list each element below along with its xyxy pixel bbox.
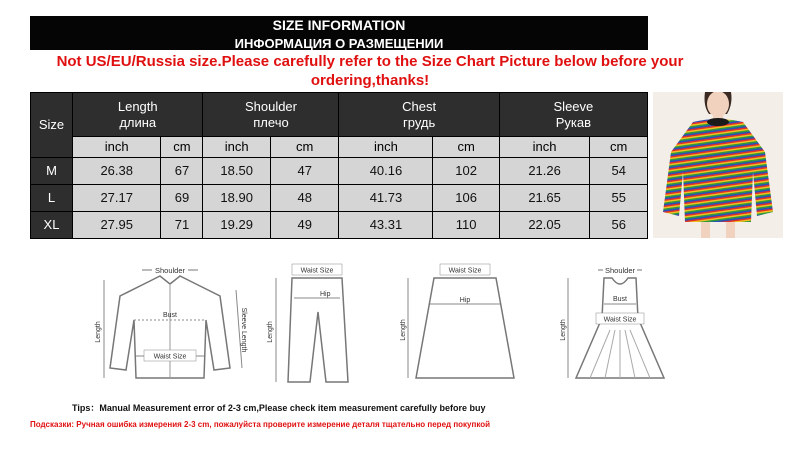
size-table <box>30 92 648 239</box>
table-cell: 22.05 <box>499 212 590 239</box>
table-cell: 21.26 <box>499 158 590 185</box>
sleeve-header <box>499 93 647 137</box>
tips-label: Tips： <box>72 403 100 413</box>
table-row-m <box>31 158 648 185</box>
shirt-sleeve-label: Sleeve Length <box>240 307 247 353</box>
unit-inch: inch <box>73 137 161 158</box>
table-cell: 102 <box>433 158 499 185</box>
skirt-diagram <box>400 260 530 392</box>
sleeve-header-ru: Рукав <box>555 114 592 130</box>
row-size-label: XL <box>31 212 73 239</box>
unit-cm: cm <box>590 137 648 158</box>
length-header-en: Length <box>117 98 158 114</box>
shirt-length-label: Length <box>95 321 102 343</box>
dress-bust-label: Bust <box>612 296 628 303</box>
shoulder-header <box>203 93 339 137</box>
pants-hip-label: Hip <box>320 291 331 298</box>
table-cell: 27.95 <box>73 212 161 239</box>
table-cell: 21.65 <box>499 185 590 212</box>
pants-length-label: Length <box>267 321 274 343</box>
skirt-waist-label: Waist Size <box>448 267 482 275</box>
banner-title-en: SIZE INFORMATION <box>272 17 406 33</box>
striped-sweater-illustration <box>653 92 783 238</box>
size-header: Size <box>31 93 73 158</box>
table-cell: 40.16 <box>339 158 433 185</box>
tips-text <box>72 401 486 414</box>
sleeve-header-en: Sleeve <box>553 98 594 114</box>
table-cell: 69 <box>161 185 203 212</box>
shirt-bust-label: Bust <box>162 312 178 319</box>
table-cell: 27.17 <box>73 185 161 212</box>
shoulder-header-ru: плечо <box>253 114 289 130</box>
table-cell: 110 <box>433 212 499 239</box>
table-cell: 54 <box>590 158 648 185</box>
skirt-hip-label: Hip <box>459 297 471 304</box>
table-cell: 71 <box>161 212 203 239</box>
skirt-length-label: Length <box>400 319 407 341</box>
pants-diagram <box>262 260 372 392</box>
table-cell: 47 <box>270 158 339 185</box>
tips-text-ru: Подсказки: Ручная ошибка измерения 2-3 cm, пожалуйста проверите измерение деталя тщательно перед покупкой <box>30 420 491 429</box>
unit-inch: inch <box>499 137 590 158</box>
table-cell: 56 <box>590 212 648 239</box>
table-row-l <box>31 185 648 212</box>
dress-diagram <box>560 260 680 392</box>
chest-header <box>339 93 499 137</box>
table-row-xl <box>31 212 648 239</box>
row-size-label: M <box>31 158 73 185</box>
table-cell: 41.73 <box>339 185 433 212</box>
table-cell: 49 <box>270 212 339 239</box>
row-size-label: L <box>31 185 73 212</box>
size-notice: Not US/EU/Russia size.Please carefully refer to the Size Chart Picture below before your ordering,thanks! <box>56 53 684 89</box>
dress-length-label: Length <box>560 319 567 341</box>
tips-body: Manual Measurement error of 2-3 cm,Please check item measurement carefully before buy <box>99 403 486 413</box>
table-cell: 55 <box>590 185 648 212</box>
table-cell: 43.31 <box>339 212 433 239</box>
dress-waist-label: Waist Size <box>603 316 637 324</box>
pants-waist-label: Waist Size <box>300 267 334 275</box>
chest-header-ru: грудь <box>403 114 436 130</box>
table-cell: 19.29 <box>203 212 270 239</box>
size-information-banner <box>30 16 648 50</box>
product-photo <box>653 92 783 238</box>
table-cell: 18.90 <box>203 185 270 212</box>
dress-shoulder-label: Shoulder <box>604 266 636 275</box>
table-cell: 48 <box>270 185 339 212</box>
table-cell: 18.50 <box>203 158 270 185</box>
table-cell: 67 <box>161 158 203 185</box>
unit-cm: cm <box>270 137 339 158</box>
chest-header-en: Chest <box>402 98 437 114</box>
length-header-ru: длина <box>119 114 157 130</box>
table-cell: 106 <box>433 185 499 212</box>
unit-inch: inch <box>339 137 433 158</box>
length-header <box>73 93 203 137</box>
shoulder-header-en: Shoulder <box>244 98 297 114</box>
unit-cm: cm <box>161 137 203 158</box>
shirt-shoulder-label: Shoulder <box>154 266 186 275</box>
shirt-waist-label: Waist Size <box>153 353 187 361</box>
shirt-diagram <box>90 260 250 392</box>
banner-title-ru: ИНФОРМАЦИЯ О РАЗМЕЩЕНИИ <box>234 36 444 51</box>
table-cell: 26.38 <box>73 158 161 185</box>
unit-inch: inch <box>203 137 270 158</box>
unit-cm: cm <box>433 137 499 158</box>
